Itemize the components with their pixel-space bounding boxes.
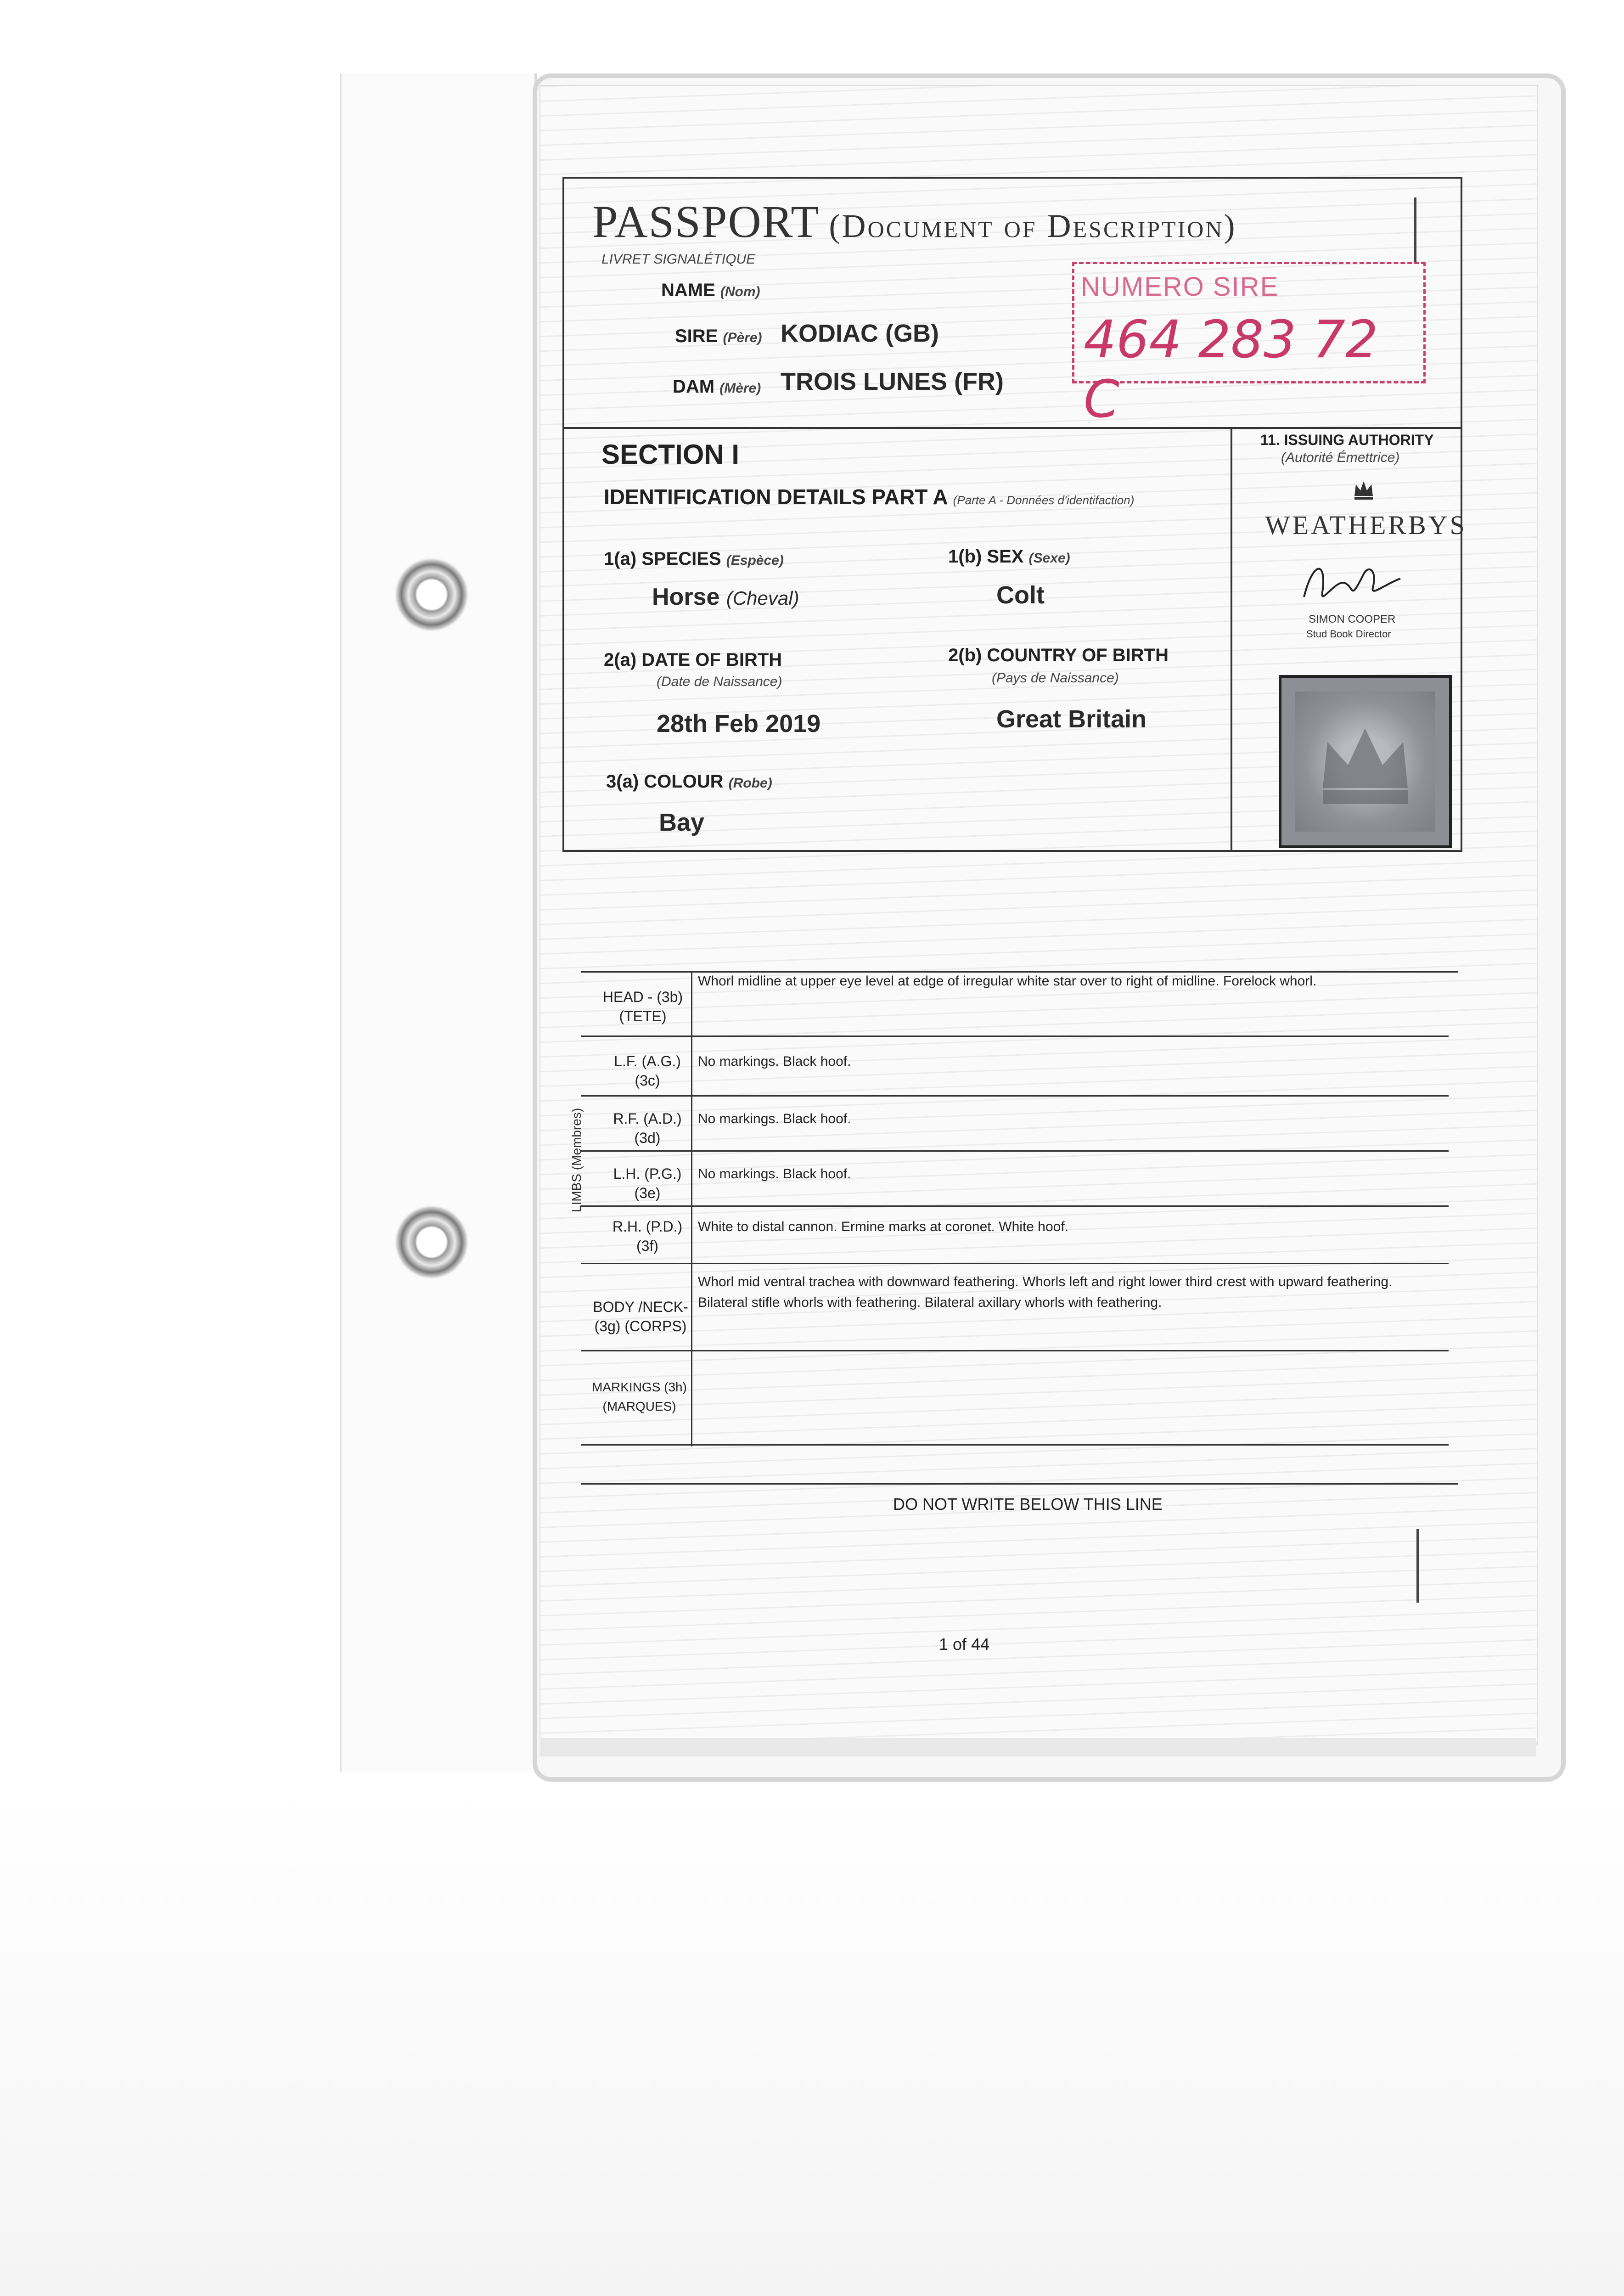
sex-label-fr: (Sexe) — [1028, 551, 1070, 566]
row-rule — [581, 1350, 1449, 1351]
section-subheading-fr: (Parte A - Données d'identifaction) — [953, 493, 1135, 507]
passport-title: PASSPORT (Document of Description) — [592, 196, 1237, 247]
stamp-number: 464 283 72 C — [1084, 310, 1378, 429]
security-hologram — [1279, 675, 1452, 848]
sire-label: SIRE (Père) — [675, 326, 762, 346]
section-heading: SECTION I — [601, 439, 740, 470]
species-label-fr: (Espèce) — [726, 553, 784, 568]
head-markings: Whorl midline at upper eye level at edge of irregular white star over to right of midline. Forelock whorl. — [698, 974, 1317, 989]
signature-icon — [1295, 551, 1405, 611]
signatory-name: SIMON COOPER — [1309, 613, 1396, 625]
grommet-bottom-icon — [397, 1208, 466, 1277]
name-label-fr: (Nom) — [720, 284, 760, 299]
rf-label: R.F. (A.D.) (3d) — [606, 1109, 689, 1148]
lh-label: L.H. (P.G.) (3e) — [606, 1164, 689, 1203]
crown-hologram-icon — [1295, 692, 1435, 832]
body-label: BODY /NECK- (3g) (CORPS) — [592, 1297, 689, 1336]
dam-label-fr: (Mère) — [719, 381, 761, 396]
dam-label: DAM (Mère) — [673, 377, 761, 397]
stamp-label: NUMERO SIRE — [1081, 272, 1279, 302]
limbs-side-label: LIMBS (Membres) — [569, 1108, 584, 1212]
authority-label: 11. ISSUING AUTHORITY — [1260, 432, 1434, 448]
weatherbys-crest-icon — [1352, 478, 1375, 501]
markings-column-rule — [691, 971, 692, 1446]
lh-code: (3e) — [634, 1185, 661, 1201]
lf-label: L.F. (A.G.) (3c) — [606, 1052, 689, 1090]
row-rule — [581, 1095, 1449, 1097]
pencil-mark — [1414, 197, 1416, 262]
sex-label: 1(b) SEX (Sexe) — [948, 546, 1070, 567]
body-markings-line-2: Bilateral stifle whorls with feathering. Bilateral axillary whorls with feathering. — [698, 1295, 1162, 1310]
dob-value: 28th Feb 2019 — [657, 710, 821, 737]
sire-value: KODIAC (GB) — [781, 320, 939, 347]
country-value: Great Britain — [996, 705, 1147, 733]
sex-value: Colt — [996, 581, 1045, 609]
body-markings-line-1: Whorl mid ventral trachea with downward feathering. Whorls left and right lower third crest with upward feathering. — [698, 1274, 1393, 1289]
sire-number-stamp — [1072, 262, 1426, 429]
dob-label-fr: (Date de Naissance) — [657, 674, 782, 689]
rh-markings: White to distal cannon. Ermine marks at coronet. White hoof. — [698, 1219, 1069, 1234]
passport-subtitle-fr: LIVRET SIGNALÉTIQUE — [601, 252, 756, 267]
rf-code: (3d) — [634, 1130, 661, 1146]
row-rule — [581, 1150, 1449, 1152]
grommet-top-icon — [397, 560, 466, 629]
dam-value: TROIS LUNES (FR) — [781, 368, 1004, 395]
species-label: 1(a) SPECIES (Espèce) — [604, 549, 784, 569]
country-label-fr: (Pays de Naissance) — [992, 670, 1119, 686]
footer-notice: DO NOT WRITE BELOW THIS LINE — [893, 1495, 1163, 1514]
authority-brand: WEATHERBYS — [1265, 510, 1467, 540]
dob-label: 2(a) DATE OF BIRTH — [604, 650, 782, 670]
rh-code: (3f) — [636, 1238, 658, 1254]
colour-value: Bay — [659, 809, 705, 836]
page-number: 1 of 44 — [939, 1635, 990, 1654]
pencil-mark — [1416, 1529, 1419, 1603]
lf-markings: No markings. Black hoof. — [698, 1054, 851, 1069]
row-rule — [581, 1035, 1449, 1037]
species-value: Horse (Cheval) — [652, 584, 799, 610]
binder-strip — [340, 73, 537, 1773]
signatory-title: Stud Book Director — [1306, 628, 1391, 640]
lh-markings: No markings. Black hoof. — [698, 1166, 851, 1182]
authority-label-fr: (Autorité Émettrice) — [1281, 450, 1400, 465]
colour-label: 3(a) COLOUR (Robe) — [606, 771, 772, 792]
section-subheading: IDENTIFICATION DETAILS PART A (Parte A - Données d'identifaction) — [604, 485, 1135, 509]
row-rule — [581, 1205, 1449, 1207]
country-label: 2(b) COUNTRY OF BIRTH — [948, 645, 1169, 665]
marks-label: MARKINGS (3h) (MARQUES) — [590, 1378, 689, 1416]
body-label-2: (3g) (CORPS) — [594, 1318, 687, 1334]
head-label: HEAD - (3b) (TETE) — [597, 987, 689, 1026]
rf-markings: No markings. Black hoof. — [698, 1111, 851, 1126]
scanner-background — [0, 1791, 1624, 2296]
row-rule — [581, 1263, 1449, 1264]
head-label-fr: (TETE) — [619, 1008, 667, 1024]
marks-label-fr: (MARQUES) — [602, 1399, 676, 1413]
species-value-fr: (Cheval) — [726, 587, 799, 609]
passport-subtitle: (Document of Description) — [829, 208, 1237, 244]
rh-label: R.H. (P.D.) (3f) — [606, 1217, 689, 1255]
lf-code: (3c) — [635, 1072, 660, 1089]
footer-rule — [581, 1483, 1458, 1485]
colour-label-fr: (Robe) — [728, 776, 772, 791]
row-rule — [581, 1444, 1449, 1446]
name-label: NAME (Nom) — [661, 280, 760, 300]
authority-divider — [1231, 427, 1232, 852]
page-edge — [539, 1738, 1536, 1756]
sire-label-fr: (Père) — [723, 330, 762, 345]
